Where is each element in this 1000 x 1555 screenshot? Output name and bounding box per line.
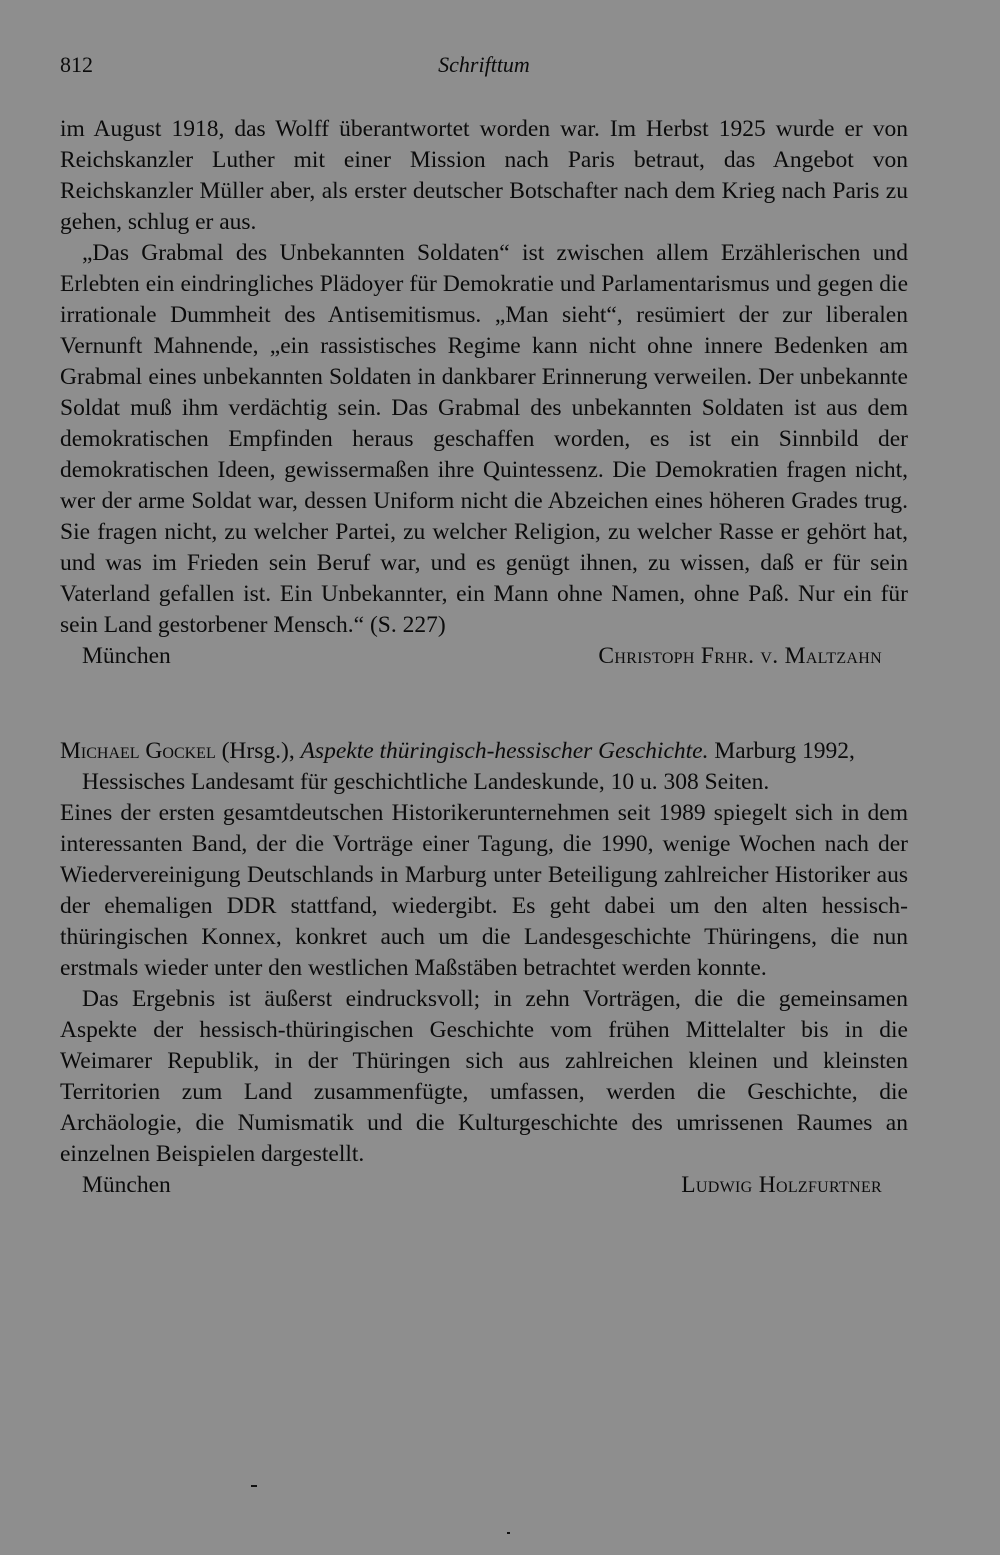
review1-paragraph-1: im August 1918, das Wolff überantwortet worden war. Im Herbst 1925 wurde er von Reichskanzler Luther mit einer Mission nach Paris betraut, das Angebot von Reichskanzler Müller aber, als erster deutscher Botschafter nach dem Krieg nach Paris zu gehen, schlug er aus. [60,116,908,235]
review2-paragraph-2: Das Ergebnis ist äußerst eindrucksvoll; in zehn Vorträgen, die die gemeinsamen Aspekte der hessisch-thüringischen Geschichte vom frühen Mittelalter bis in die Weimarer Republik, in der Thüringen sich aus zahlreichen kleinen und kleinsten Territorien zum Land zusammenfügte, umfassen, werden die Geschichte, die Archäologie, die Numismatik und die Kulturgeschichte des umrissenen Raumes an einzelnen Beispielen dargestellt. [60,986,908,1167]
editor-note: (Hrsg.), [215,738,301,764]
page-number: 812 [60,52,93,77]
review2-reviewer: Ludwig Holzfurtner [681,1172,882,1198]
review2-paragraph-1: Eines der ersten gesamtdeutschen Historikerunternehmen seit 1989 spiegelt sich in dem interessanten Band, der die Vorträge einer Tagung, die 1990, wenige Wochen nach der Wiedervereinigung Deutschlands in Marburg unter Beteiligung zahlreicher Historiker aus der ehemaligen DDR stattfand, wiedergibt. Es geht dabei um den alten hessisch-thüringischen Konnex, konkret auch um die Landesgeschichte Thüringens, die nun erstmals wieder unter den westlichen Maßstäben betrachtet werden konnte. [60,800,908,981]
running-header [60,52,908,86]
review1-signature [60,641,908,672]
scan-speck [507,1532,510,1534]
review-holzfurtner [60,736,908,1201]
book-author: Michael Gockel [60,738,216,764]
review1-reviewer: Christoph Frhr. v. Maltzahn [598,643,882,669]
review1-paragraph-2: „Das Grabmal des Unbekannten Soldaten“ ist zwischen allem Erzählerischen und Erlebten ein eindringliches Plädoyer für Demokratie und Parlamentarismus und gegen die irrationale Dummheit des Antisemitismus. „Man sieht“, resümiert der zur liberalen Vernunft Mahnende, „ein rassistisches Regime kann nicht ohne innere Bedenken am Grabmal eines unbekannten Soldaten in dankbarer Erinnerung verweilen. Der unbekannte Soldat muß ihm verdächtig sein. Das Grabmal des unbekannten Soldaten ist aus dem demokratischen Empfinden heraus geschaffen worden, es ist ein Sinnbild der demokratischen Ideen, gewissermaßen ihre Quintessenz. Die Demokratien fragen nicht, wer der arme Soldat war, dessen Uniform nicht die Abzeichen eines höheren Grades trug. Sie fragen nicht, zu welcher Partei, zu welcher Religion, zu welcher Rasse er gehört hat, und was im Frieden sein Beruf war, und es genügt ihnen, zu wissen, daß er für sein Vaterland gefallen ist. Ein Unbekannter, ein Mann ohne Namen, ohne Paß. Nur ein für sein Land gestorbener Mensch.“ (S. 227) [60,240,908,638]
review-maltzahn [60,114,908,672]
review1-city: München [82,643,171,669]
scan-speck [251,1485,257,1487]
bibliographic-entry [60,736,908,798]
review2-city: München [82,1172,171,1198]
running-title: Schrifttum [438,52,530,77]
book-title: Aspekte thüringisch-hessischer Geschichte. [300,738,709,764]
review2-signature [60,1170,908,1201]
publication-info: Marburg 1992, Hessisches Landesamt für geschichtliche Landeskunde, 10 u. 308 Seiten. [82,738,855,795]
